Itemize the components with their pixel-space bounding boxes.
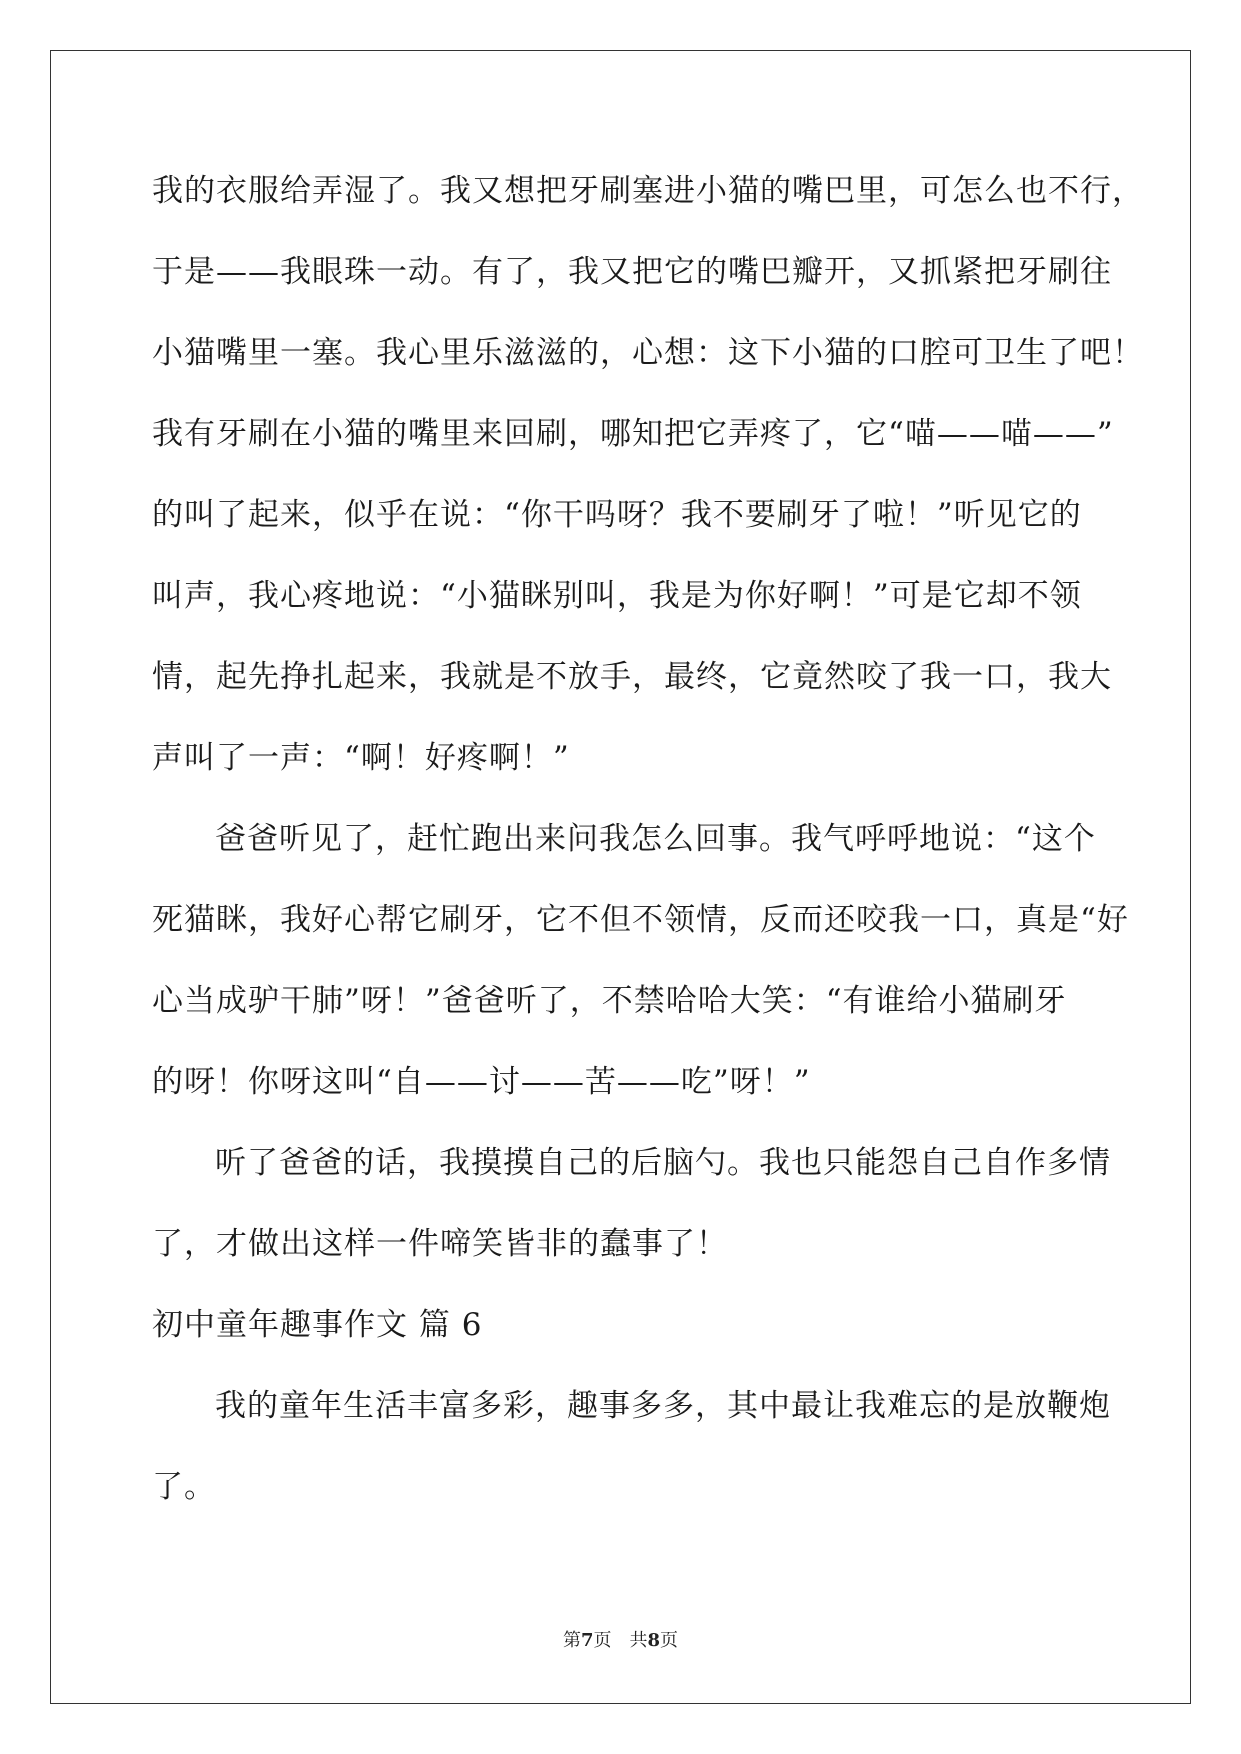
paragraph-first-line: 我的童年生活丰富多彩，趣事多多，其中最让我难忘的是放鞭炮 (215, 1388, 1111, 1424)
text-line: 的呀！你呀这叫“自——讨——苦——吃”呀！” (152, 1064, 811, 1100)
text-line: 心当成驴干肺”呀！”爸爸听了，不禁哈哈大笑：“有谁给小猫刷牙 (152, 983, 1067, 1019)
footer-prefix: 第 (562, 1630, 581, 1651)
text-line: 的叫了起来，似乎在说：“你干吗呀？我不要刷牙了啦！”听见它的 (152, 497, 1082, 533)
current-page-number: 7 (580, 1630, 594, 1651)
text-line: 声叫了一声：“啊！好疼啊！” (152, 740, 570, 776)
page-footer (0, 1626, 1241, 1652)
text-line: 了，才做出这样一件啼笑皆非的蠢事了！ (152, 1226, 728, 1262)
text-line: 我的衣服给弄湿了。我又想把牙刷塞进小猫的嘴巴里，可怎么也不行， (152, 173, 1144, 209)
text-line: 情，起先挣扎起来，我就是不放手，最终，它竟然咬了我一口，我大 (152, 659, 1112, 695)
footer-total-suffix: 页 (660, 1630, 679, 1651)
text-line: 小猫嘴里一塞。我心里乐滋滋的，心想：这下小猫的口腔可卫生了吧！ (152, 335, 1144, 371)
text-line: 了。 (152, 1469, 216, 1505)
footer-page-suffix: 页 (593, 1630, 612, 1651)
footer-total-prefix: 共 (629, 1630, 648, 1651)
section-heading: 初中童年趣事作文 篇 6 (152, 1307, 483, 1343)
document-body (152, 151, 1144, 1528)
text-line: 我有牙刷在小猫的嘴里来回刷，哪知把它弄疼了，它“喵——喵——” (152, 416, 1114, 452)
paragraph-first-line: 听了爸爸的话，我摸摸自己的后脑勺。我也只能怨自己自作多情 (215, 1145, 1111, 1181)
total-page-number: 8 (647, 1630, 661, 1651)
text-line: 于是——我眼珠一动。有了，我又把它的嘴巴瓣开，又抓紧把牙刷往 (152, 254, 1112, 290)
text-line: 叫声，我心疼地说：“小猫眯别叫，我是为你好啊！”可是它却不领 (152, 578, 1082, 614)
paragraph-first-line: 爸爸听见了，赶忙跑出来问我怎么回事。我气呼呼地说：“这个 (215, 821, 1096, 857)
text-line: 死猫眯，我好心帮它刷牙，它不但不领情，反而还咬我一口，真是“好 (152, 902, 1129, 938)
